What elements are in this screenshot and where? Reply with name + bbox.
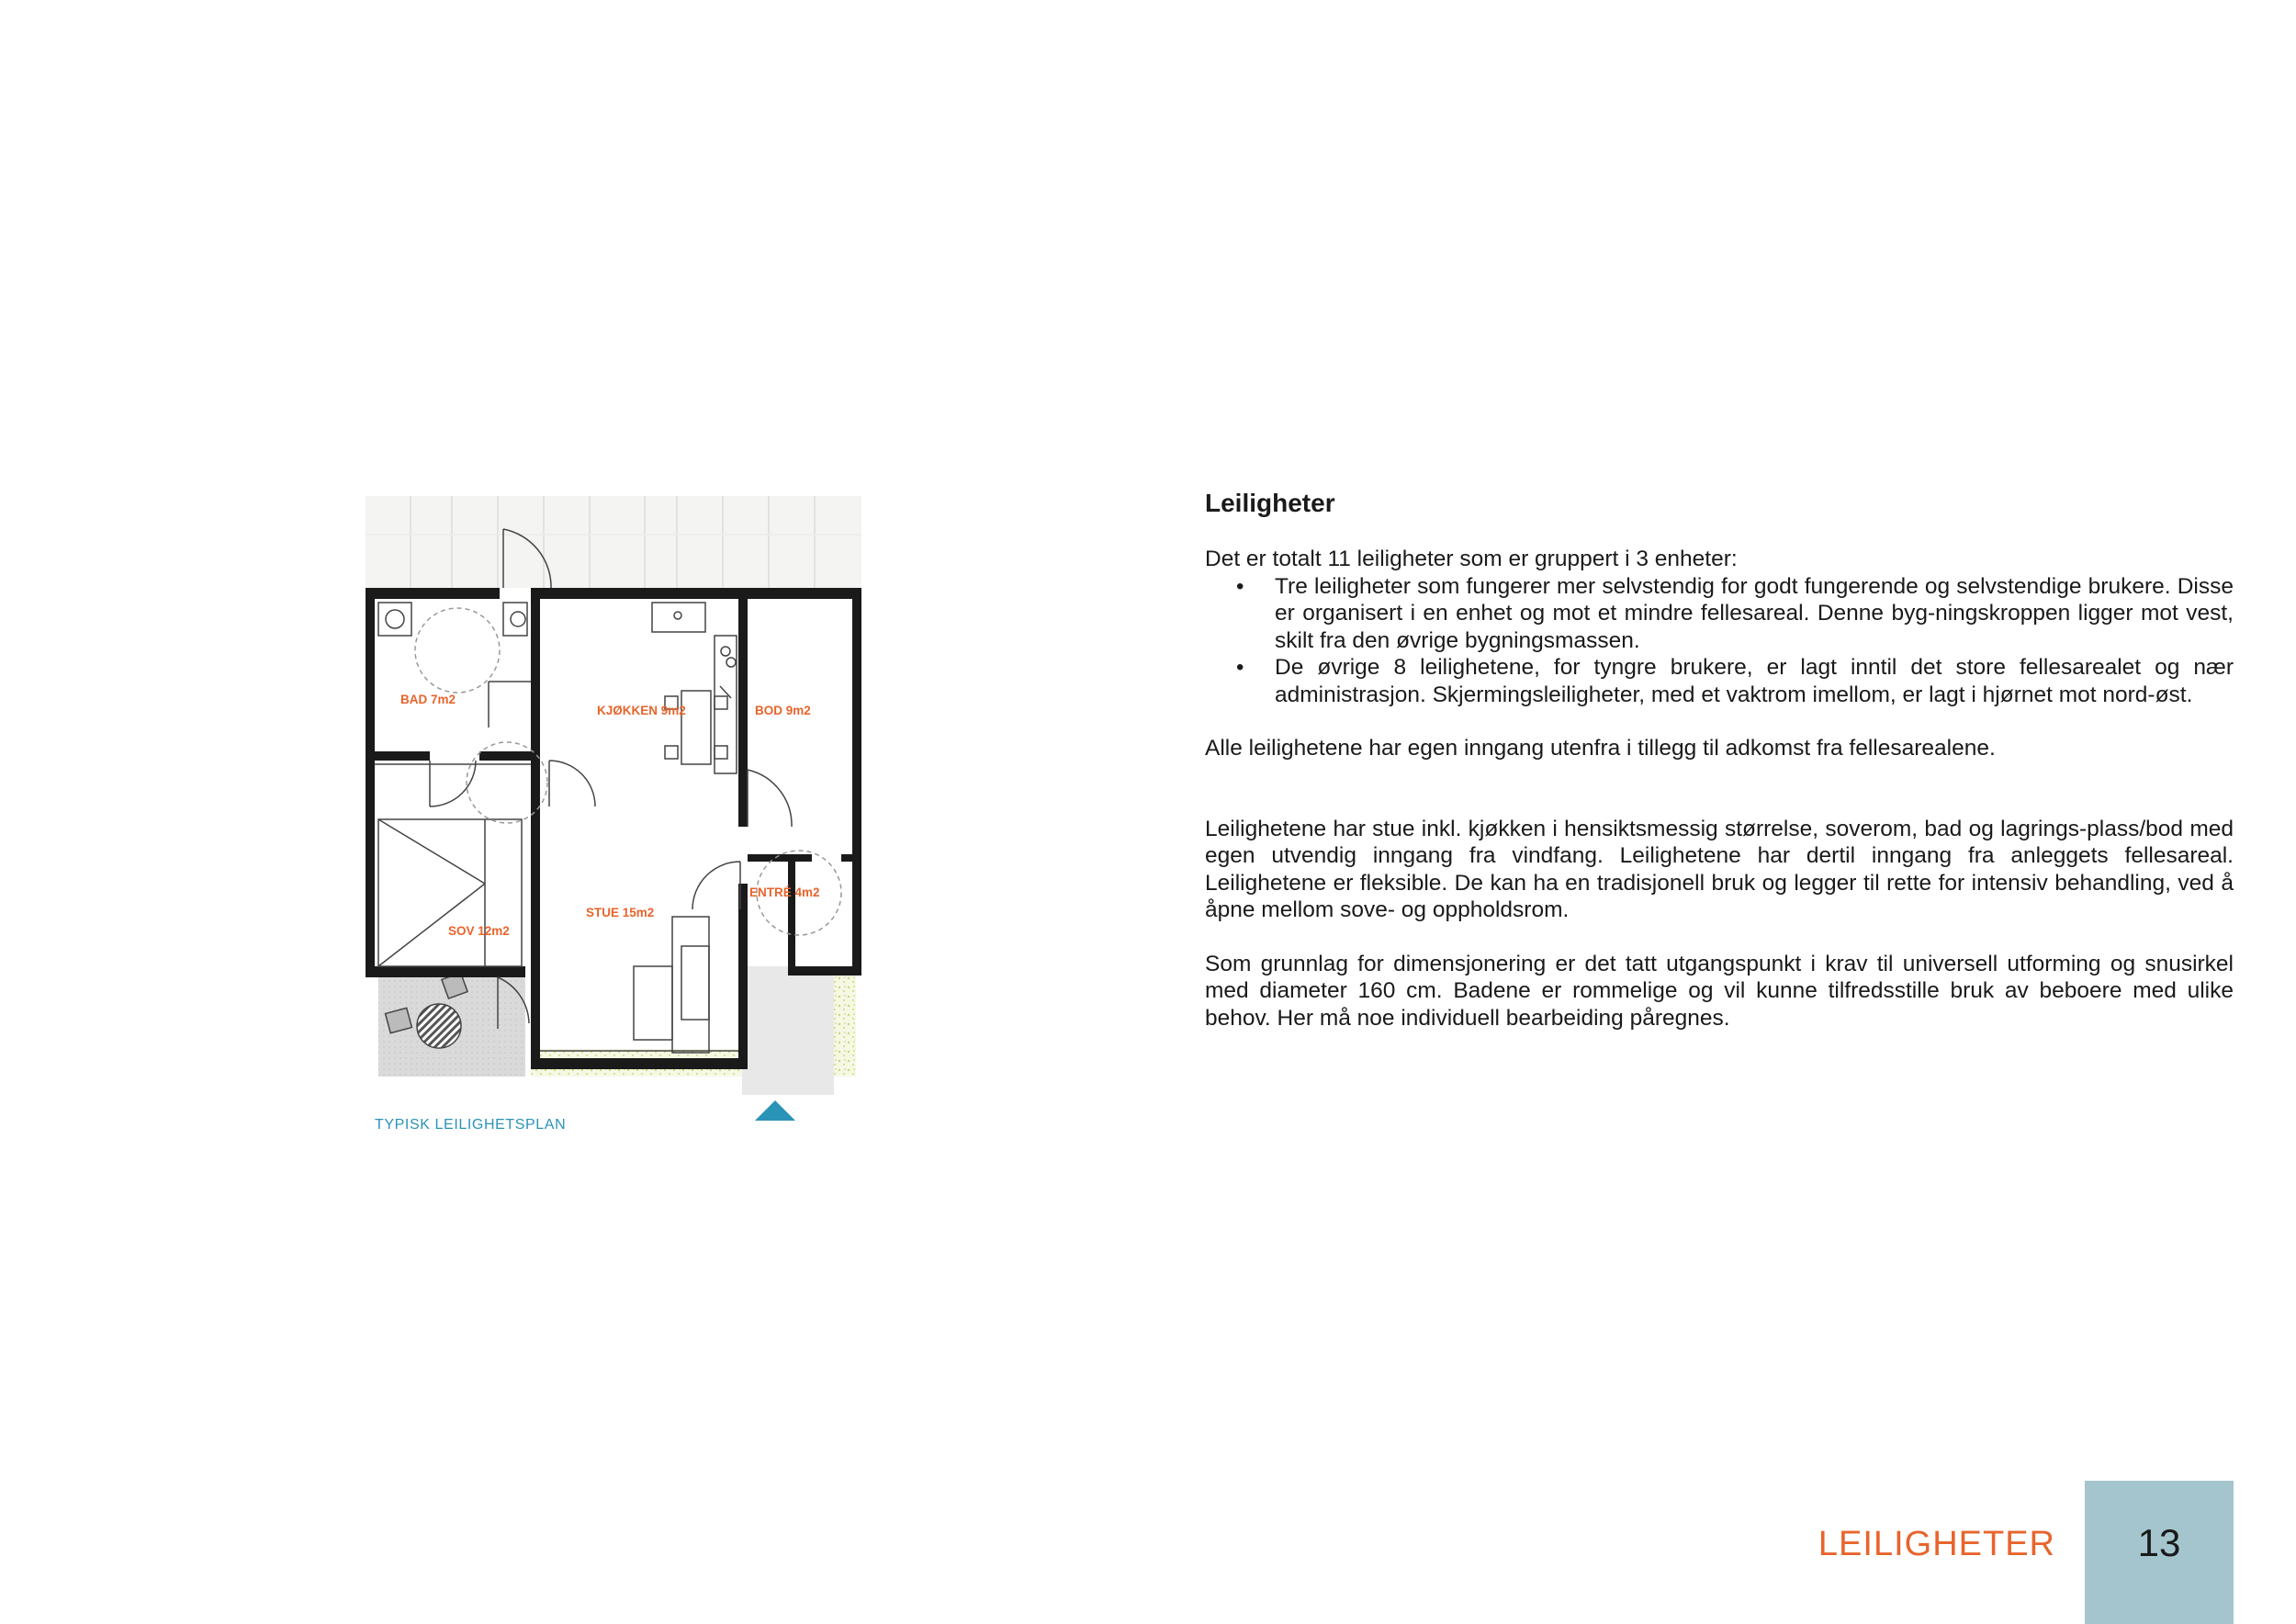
room-label-sov: SOV 12m2	[448, 924, 510, 938]
dimension-paragraph: Som grunnlag for dimensjonering er det tatt utgangspunkt i krav til universell utforming og snusirkel med diameter 160 cm. Badene er rommelige og vil kunne tilfredsstille bruk av beboere med ulike behov. Her må noe individuell bearbeiding påregnes.	[1205, 951, 2234, 1031]
list-item: • Tre leiligheter som fungerer mer selvstendig for godt fungerende og selvstendige brukere. Disse er organisert i en enhet og mot et mindre fellesareal. Denne byg-ningskroppen ligger mot vest, skilt fra den øvrige bygningsmassen.	[1275, 573, 2234, 655]
doors	[430, 529, 792, 1029]
floor-plan-drawing	[360, 489, 874, 1132]
floor-plan-caption: TYPISK LEILIGHETSPLAN	[375, 1117, 567, 1133]
page-number-box	[2085, 1481, 2234, 1624]
entrance-arrow-icon	[755, 1100, 795, 1121]
room-label-entre: ENTRÉ 4m2	[749, 885, 820, 899]
section-heading: Leiligheter	[1205, 489, 1335, 517]
room-label-stue: STUE 15m2	[586, 906, 655, 919]
ground-strip-right	[834, 966, 856, 1077]
room-label-kjokken: KJØKKEN 9m2	[597, 704, 686, 717]
footer-section-title: LEILIGHETER	[1818, 1525, 2055, 1563]
layout-paragraph: Leilighetene har stue inkl. kjøkken i hensiktsmessig størrelse, soverom, bad og lagrings-plass/bod med egen utvendig inngang fra vindfang. Leilighetene har dertil inngang fra anleggets fellesareal. Leilighetene er fleksible. De kan ha en tradisjonell bruk og legger til rette for intensiv behandling, ved å åpne mellom sove- og oppholdsrom.	[1205, 816, 2234, 922]
floor-plan-figure	[360, 489, 874, 1132]
room-label-bad: BAD 7m2	[400, 693, 456, 706]
page-number: 13	[2137, 1521, 2181, 1564]
entrance-path	[742, 966, 834, 1095]
entrance-paragraph: Alle leilighetene har egen inngang utenfra i tillegg til adkomst fra fellesarealene.	[1205, 736, 1996, 761]
exterior-terrace-top	[366, 496, 861, 588]
room-label-bod: BOD 9m2	[755, 704, 811, 717]
bullet-list	[1205, 573, 2234, 709]
list-item: • De øvrige 8 leilighetene, for tyngre brukere, er lagt inntil det store fellesarealet og nær administrasjon. Skjermingsleiligheter, med et vaktrom imellom, er lagt i hjørnet mot nord-øst.	[1275, 654, 2234, 708]
intro-paragraph: Det er totalt 11 leiligheter som er gruppert i 3 enheter:	[1205, 547, 1738, 571]
text-column	[1205, 487, 2234, 1032]
patio	[378, 966, 525, 1077]
